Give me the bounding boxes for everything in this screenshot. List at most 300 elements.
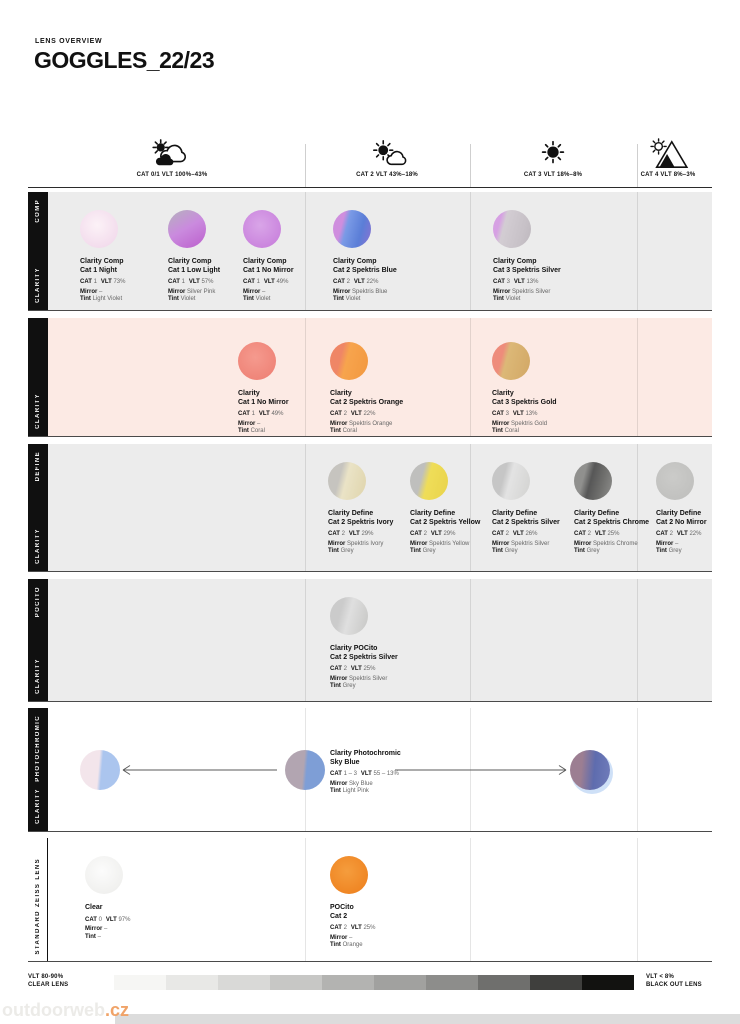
sun-icon <box>530 138 576 170</box>
cat-value: 3 <box>506 279 510 285</box>
conditions-header <box>28 136 712 188</box>
cat-label: CAT <box>410 531 422 537</box>
vlt-value: 25% <box>607 531 620 537</box>
lens-name-line: Clarity Comp <box>80 258 124 265</box>
watermark-suffix: .cz <box>104 1000 129 1020</box>
mirror-value: – <box>675 540 679 547</box>
vlt-value: 22% <box>366 279 379 285</box>
mirror-label: Mirror <box>80 288 98 295</box>
cat-value: 2 <box>346 279 350 285</box>
tint-value: Grey <box>504 548 518 554</box>
lens-name-line: Clarity <box>492 390 514 397</box>
row-clarity-comp <box>28 192 712 311</box>
mirror-value: Silver Pink <box>187 288 216 295</box>
mirror-label: Mirror <box>574 540 592 547</box>
cat-label: CAT <box>330 666 342 672</box>
cat-value: 2 <box>343 666 347 672</box>
lens-card <box>492 462 576 556</box>
tint-value: Grey <box>668 548 682 554</box>
vlt-label: VLT <box>348 531 360 537</box>
header-col-cat01 <box>97 138 247 178</box>
vlt-value: 22% <box>363 411 376 417</box>
row-clarity-pocito <box>28 579 712 702</box>
row-body <box>48 579 712 701</box>
lens-name-line: Clarity Comp <box>493 258 537 265</box>
mirror-value: Spektris Ivory <box>347 540 384 547</box>
lens-swatch <box>80 750 120 790</box>
lens-name <box>85 904 169 913</box>
lens-name-line: Cat 2 <box>330 912 348 920</box>
vlt-shade-segment <box>114 975 166 990</box>
row-label-standard-zeiss-lens <box>28 838 48 961</box>
lens-specs <box>410 531 494 556</box>
mirror-value: Spektris Chrome <box>593 540 638 547</box>
lens-specs <box>243 279 327 304</box>
lens-card <box>492 342 576 436</box>
vlt-value: 49% <box>276 279 289 285</box>
tint-value: Grey <box>340 548 354 554</box>
mirror-value: – <box>349 934 353 941</box>
cat-value: 2 <box>505 531 509 537</box>
lens-card <box>330 856 414 950</box>
vlt-label: VLT <box>353 279 365 285</box>
cat-value: 1 <box>256 279 260 285</box>
lens-card <box>333 210 417 304</box>
tint-value: Grey <box>342 683 356 689</box>
mirror-label: Mirror <box>330 420 348 427</box>
mirror-value: Spektris Silver <box>349 675 388 682</box>
vlt-label: VLT <box>512 411 524 417</box>
watermark <box>2 1000 129 1021</box>
tint-label: Tint <box>492 548 503 554</box>
cat-value: 1 <box>181 279 185 285</box>
lens-swatch <box>330 342 368 380</box>
lens-name-line: Cat 1 No Mirror <box>243 266 294 274</box>
cat-label: CAT <box>330 411 342 417</box>
column-divider <box>470 838 471 961</box>
lens-specs <box>333 279 417 304</box>
lens-specs <box>493 279 577 304</box>
mirror-label: Mirror <box>328 540 346 547</box>
tint-label: Tint <box>410 548 421 554</box>
tint-value: Grey <box>422 548 436 554</box>
column-divider <box>305 579 306 701</box>
cat-label: CAT <box>328 531 340 537</box>
lens-name <box>168 258 252 275</box>
vlt-value: 13% <box>525 411 538 417</box>
row-label-bottom: CLARITY <box>35 393 41 429</box>
mirror-value: – <box>262 288 266 295</box>
vlt-label: VLT <box>430 531 442 537</box>
row-label-top: POCITO <box>35 586 41 618</box>
vlt-label: VLT <box>258 411 270 417</box>
cat-value: 2 <box>587 531 591 537</box>
row-body <box>48 838 712 961</box>
tint-label: Tint <box>328 548 339 554</box>
lens-specs <box>492 411 576 436</box>
tint-value: Violet <box>505 296 521 302</box>
vlt-label: VLT <box>350 666 362 672</box>
lens-name-line: Cat 1 Low Light <box>168 266 221 274</box>
tint-value: – <box>97 933 101 940</box>
row-label-clarity-comp <box>28 192 48 310</box>
row-label-top: PHOTOCHROMIC <box>35 715 41 782</box>
lens-name-line: Clarity <box>330 390 352 397</box>
vlt-label: VLT <box>105 916 117 923</box>
lens-name <box>656 510 740 527</box>
header-caption: CAT 3 VLT 18%–8% <box>523 172 583 178</box>
vlt-shade-segment <box>166 975 218 990</box>
lens-swatch <box>492 462 530 500</box>
lens-name <box>493 258 577 275</box>
lens-name-line: Clear <box>85 904 103 911</box>
mirror-value: Spektris Orange <box>349 420 393 427</box>
vlt-shade-segment <box>322 975 374 990</box>
cat-label: CAT <box>656 531 668 537</box>
tint-value: Violet <box>180 296 196 302</box>
lens-name-line: Cat 2 Spektris Chrome <box>574 518 650 526</box>
lens-swatch <box>492 342 530 380</box>
tint-label: Tint <box>493 296 504 302</box>
lens-name <box>410 510 494 527</box>
lens-name-line: Cat 2 Spektris Orange <box>330 398 404 406</box>
row-label-top: COMP <box>35 199 41 223</box>
lens-name-line: Cat 3 Spektris Silver <box>493 266 561 274</box>
tint-value: Light Pink <box>342 788 369 794</box>
vlt-value: 97% <box>118 916 131 923</box>
tint-label: Tint <box>330 428 341 434</box>
row-clarity-define <box>28 444 712 572</box>
cat-value: 3 <box>505 411 509 417</box>
lens-name-line: POCito <box>330 904 354 911</box>
lens-name-line: Clarity Photochromic <box>330 750 401 757</box>
column-divider <box>470 192 471 310</box>
lens-name-line: Cat 2 Spektris Silver <box>330 653 398 661</box>
sun-with-cloud-icon <box>364 138 410 170</box>
column-divider <box>305 838 306 961</box>
column-divider <box>637 192 638 310</box>
cat-value: 1 <box>251 411 255 417</box>
lens-name-line: Cat 2 Spektris Ivory <box>328 518 394 526</box>
vlt-label: VLT <box>360 771 372 777</box>
lens-name <box>238 390 322 407</box>
mirror-label: Mirror <box>243 288 261 295</box>
lens-card <box>656 462 740 556</box>
header-col-cat2 <box>312 138 462 178</box>
mirror-value: Spektris Gold <box>511 420 548 427</box>
mirror-label: Mirror <box>238 420 256 427</box>
mirror-label: Mirror <box>330 675 348 682</box>
tint-label: Tint <box>80 296 91 302</box>
row-label-bottom: CLARITY <box>35 788 41 824</box>
lens-name <box>330 904 414 921</box>
vlt-label: VLT <box>263 279 275 285</box>
vlt-legend-blackout-label: VLT < 8% BLACK OUT LENS <box>646 974 702 988</box>
row-body <box>48 708 712 831</box>
cat-label: CAT <box>238 411 250 417</box>
vlt-label: VLT <box>188 279 200 285</box>
lens-swatch <box>168 210 206 248</box>
header-caption: CAT 2 VLT 43%–18% <box>356 172 418 178</box>
lens-specs <box>168 279 252 304</box>
tint-label: Tint <box>85 933 96 940</box>
cat-value: 2 <box>343 925 347 931</box>
header-column-divider <box>305 144 306 187</box>
lens-specs <box>80 279 164 304</box>
lens-name-line: Clarity Define <box>328 510 374 517</box>
lens-specs <box>85 917 169 942</box>
vlt-value: 26% <box>525 531 538 537</box>
column-divider <box>637 318 638 436</box>
vlt-label: VLT <box>513 279 525 285</box>
tint-label: Tint <box>168 296 179 302</box>
header-caption: CAT 0/1 VLT 100%–43% <box>136 172 208 178</box>
lens-card <box>330 750 450 796</box>
mirror-label: Mirror <box>492 420 510 427</box>
lens-specs <box>330 925 414 950</box>
column-divider <box>637 838 638 961</box>
vlt-value: 57% <box>201 279 214 285</box>
lens-specs <box>330 771 450 796</box>
cat-value: 2 <box>423 531 427 537</box>
lens-card <box>330 597 414 691</box>
lens-swatch <box>238 342 276 380</box>
vlt-legend <box>28 974 712 990</box>
row-label-bottom: CLARITY <box>35 267 41 303</box>
lens-name-line: Clarity Comp <box>168 258 212 265</box>
mirror-label: Mirror <box>492 540 510 547</box>
lens-card <box>80 210 164 304</box>
lens-specs <box>492 531 576 556</box>
tint-label: Tint <box>238 428 249 434</box>
lens-swatch <box>333 210 371 248</box>
vlt-shade-segment <box>582 975 634 990</box>
cat-label: CAT <box>80 279 92 285</box>
vlt-shade-segment <box>478 975 530 990</box>
lens-card <box>328 462 412 556</box>
cat-value: 2 <box>669 531 673 537</box>
lens-name-line: Sky Blue <box>330 758 360 766</box>
vlt-value: 25% <box>363 925 376 931</box>
lens-name-line: Clarity Define <box>410 510 456 517</box>
row-body <box>48 444 712 571</box>
cat-label: CAT <box>168 279 180 285</box>
cat-label: CAT <box>492 531 504 537</box>
lens-card <box>330 342 414 436</box>
vlt-shade-segment <box>530 975 582 990</box>
vlt-shade-segment <box>426 975 478 990</box>
tint-value: Coral <box>250 428 265 434</box>
header-col-cat4 <box>593 138 740 178</box>
lens-swatch <box>330 597 368 635</box>
row-label-clarity-pocito <box>28 579 48 701</box>
lens-card <box>243 210 327 304</box>
lens-name <box>328 510 412 527</box>
lens-name <box>80 258 164 275</box>
vlt-shade-segment <box>270 975 322 990</box>
lens-name-line: Clarity POCito <box>330 645 378 652</box>
lens-name <box>330 750 450 767</box>
vlt-shade-segment <box>374 975 426 990</box>
vlt-label: VLT <box>512 531 524 537</box>
tint-label: Tint <box>330 788 341 794</box>
lens-card <box>493 210 577 304</box>
lens-name-line: Cat 2 Spektris Silver <box>492 518 560 526</box>
header-column-divider <box>637 144 638 187</box>
cat-label: CAT <box>333 279 345 285</box>
row-clarity <box>28 318 712 437</box>
row-label-top: DEFINE <box>35 451 41 482</box>
lens-swatch <box>85 856 123 894</box>
lens-swatch <box>243 210 281 248</box>
lens-name-line: Clarity Define <box>492 510 538 517</box>
tint-value: Violet <box>255 296 271 302</box>
lens-specs <box>656 531 740 556</box>
vlt-gradient-bar <box>114 975 634 990</box>
tint-label: Tint <box>333 296 344 302</box>
vlt-value: 73% <box>113 279 126 285</box>
tint-label: Tint <box>243 296 254 302</box>
vlt-value: 55 – 13% <box>373 771 399 777</box>
page-title: GOGGLES_22/23 <box>34 47 215 73</box>
arrow-left-icon <box>122 764 277 776</box>
mirror-label: Mirror <box>333 288 351 295</box>
header-caption: CAT 4 VLT 8%–3% <box>640 172 696 178</box>
cat-label: CAT <box>85 916 97 923</box>
row-body <box>48 318 712 436</box>
cat-label: CAT <box>574 531 586 537</box>
vlt-label: VLT <box>350 411 362 417</box>
tint-value: Violet <box>345 296 361 302</box>
tint-label: Tint <box>330 683 341 689</box>
vlt-value: 29% <box>361 531 374 537</box>
lens-name <box>574 510 658 527</box>
vlt-value: 29% <box>443 531 456 537</box>
mirror-label: Mirror <box>330 934 348 941</box>
lens-card <box>410 462 494 556</box>
lens-name-line: Cat 2 Spektris Blue <box>333 266 397 274</box>
row-label-clarity-photochromic <box>28 708 48 831</box>
vlt-value: 49% <box>271 411 284 417</box>
column-divider <box>637 708 638 831</box>
mirror-value: Spektris Silver <box>512 288 551 295</box>
lens-card <box>574 462 658 556</box>
vlt-value: 22% <box>689 531 702 537</box>
mirror-label: Mirror <box>410 540 428 547</box>
lens-name-line: Cat 1 No Mirror <box>238 398 289 406</box>
vlt-value: 25% <box>363 666 376 672</box>
mirror-label: Mirror <box>330 780 348 787</box>
tint-value: Grey <box>586 548 600 554</box>
lens-name-line: Cat 2 No Mirror <box>656 518 707 526</box>
lens-name-line: Clarity Define <box>574 510 620 517</box>
cat-value: 0 <box>98 916 102 923</box>
cat-label: CAT <box>330 925 342 931</box>
mirror-value: Spektris Blue <box>352 288 388 295</box>
tint-value: Orange <box>342 942 363 948</box>
tint-label: Tint <box>574 548 585 554</box>
column-divider <box>305 444 306 571</box>
mirror-value: – <box>104 926 108 932</box>
sun-over-mountain-icon <box>645 138 691 170</box>
lens-card <box>85 856 169 941</box>
lens-specs <box>330 411 414 436</box>
lens-swatch <box>330 856 368 894</box>
mirror-value: Spektris Silver <box>511 540 550 547</box>
mirror-label: Mirror <box>493 288 511 295</box>
cat-value: 2 <box>343 411 347 417</box>
cat-value: 1 <box>93 279 97 285</box>
column-divider <box>470 318 471 436</box>
mirror-label: Mirror <box>85 926 103 932</box>
tint-value: Light Violet <box>92 296 123 302</box>
cat-value: 1 – 3 <box>343 771 357 777</box>
lens-name-line: Cat 2 Spektris Yellow <box>410 518 481 526</box>
vlt-label: VLT <box>100 279 112 285</box>
lens-swatch <box>328 462 366 500</box>
column-divider <box>637 579 638 701</box>
mirror-value: – <box>257 420 261 427</box>
lens-swatch <box>574 462 612 500</box>
cat-label: CAT <box>493 279 505 285</box>
lens-specs <box>330 666 414 691</box>
page-eyebrow: LENS OVERVIEW <box>35 38 103 45</box>
column-divider <box>470 579 471 701</box>
sun-behind-clouds-icon <box>149 138 195 170</box>
lens-name <box>330 390 414 407</box>
lens-swatch <box>285 750 325 790</box>
lens-specs <box>574 531 658 556</box>
lens-name-line: Clarity Define <box>656 510 702 517</box>
lens-name <box>333 258 417 275</box>
lens-swatch <box>656 462 694 500</box>
lens-card <box>168 210 252 304</box>
lens-swatch <box>410 462 448 500</box>
row-body <box>48 192 712 310</box>
row-label-bottom: STANDARD ZEISS LENS <box>34 857 41 954</box>
vlt-label: VLT <box>676 531 688 537</box>
vlt-label: VLT <box>594 531 606 537</box>
lens-name <box>492 510 576 527</box>
row-label-bottom: CLARITY <box>35 658 41 694</box>
vlt-label: VLT <box>350 925 362 931</box>
mirror-label: Mirror <box>656 540 674 547</box>
tint-value: Coral <box>504 428 519 434</box>
tint-label: Tint <box>656 548 667 554</box>
header-column-divider <box>470 144 471 187</box>
lens-name-line: Cat 1 Night <box>80 266 117 274</box>
lens-name <box>330 645 414 662</box>
vlt-shade-segment <box>218 975 270 990</box>
row-standard-zeiss-lens <box>28 838 712 962</box>
lens-swatch <box>80 210 118 248</box>
cat-label: CAT <box>330 771 342 777</box>
watermark-text: outdoorweb <box>2 1000 105 1020</box>
vlt-legend-clear-label: VLT 80-90% CLEAR LENS <box>28 974 69 988</box>
lens-name-line: Cat 3 Spektris Gold <box>492 398 557 406</box>
row-label-clarity <box>28 318 48 436</box>
cat-label: CAT <box>492 411 504 417</box>
lens-swatch <box>570 750 610 790</box>
mirror-value: Spektris Yellow <box>429 540 470 547</box>
cat-label: CAT <box>243 279 255 285</box>
lens-name <box>492 390 576 407</box>
lens-swatch <box>493 210 531 248</box>
tint-label: Tint <box>330 942 341 948</box>
cat-value: 2 <box>341 531 345 537</box>
mirror-label: Mirror <box>168 288 186 295</box>
lens-name <box>243 258 327 275</box>
